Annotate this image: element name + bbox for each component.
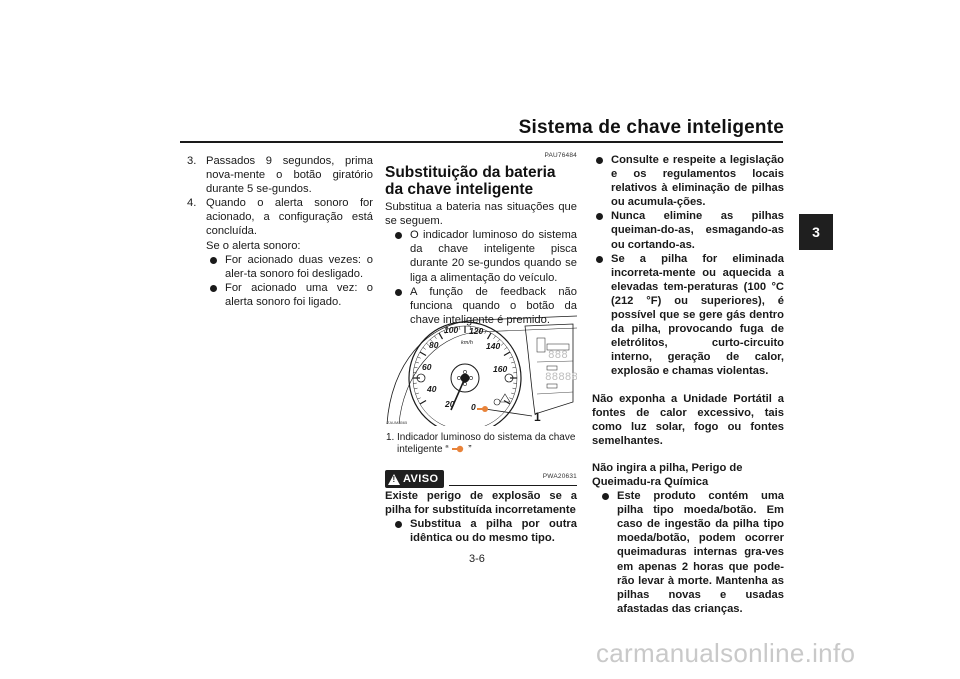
caption-text: Indicador luminoso do sistema da chave inteligente “ — [397, 432, 576, 455]
gauge-tick — [417, 357, 420, 358]
caption-text-end: ” — [468, 444, 472, 455]
section-code: PAU76484 — [544, 152, 577, 159]
gauge-tick — [509, 398, 512, 399]
gauge-tick — [420, 401, 426, 405]
page-title: Sistema de chave inteligente — [518, 117, 784, 138]
gauge-tick — [416, 393, 419, 394]
gauge-tick — [504, 347, 507, 349]
header-rule — [180, 141, 783, 143]
notice-rule — [449, 485, 577, 486]
bullet-item: For acionado uma vez: o alerta sonoro foi ligado. — [206, 281, 373, 309]
notice-heading: Existe perigo de explosão se a pilha for substituída incorretamente — [385, 490, 577, 517]
left-column — [187, 154, 373, 309]
notice-code: PWA20631 — [542, 473, 577, 480]
lcd-digits: 88888 — [545, 372, 577, 384]
item-number: 3. — [187, 155, 197, 167]
gauge-tick — [488, 333, 492, 339]
middle-column — [385, 149, 577, 327]
notice-body — [385, 489, 577, 545]
bullet-item: A função de feedback não funciona quando o botão da chave inteligente é premido. — [391, 285, 577, 327]
gauge-tick — [423, 347, 426, 349]
speed-label: 0 — [471, 402, 476, 412]
gauge-tick — [494, 336, 496, 339]
notice-badge — [385, 470, 444, 490]
bullet-item: Se a pilha for eliminada incorreta-mente ou aquecida a elevadas tem-peraturas (100 °C (212 °F) ou superiores), é possível que se gere gás dentro da pilha, provocando fuga de eletrólitos, curto-circuito interno, geração de calor, explosão e chamas violentas. — [592, 252, 784, 379]
dashboard-figure — [385, 306, 577, 426]
right-column — [592, 153, 784, 616]
list-item — [187, 196, 373, 238]
speed-label: 80 — [429, 340, 439, 350]
bullet-item: Nunca elimine as pilhas queiman-do-as, esmagando-as ou cortando-as. — [592, 209, 784, 251]
gauge-tick — [434, 336, 436, 339]
gauge-tick — [511, 393, 514, 394]
speed-label: 120 — [469, 326, 484, 336]
notice-label: AVISO — [403, 473, 439, 485]
bullet-item: For acionado duas vezes: o aler-ta sonoro foi desligado. — [206, 253, 373, 281]
figure-caption — [386, 432, 578, 456]
gauge-tick — [414, 388, 417, 389]
item-subtext: Se o alerta sonoro: — [206, 239, 301, 252]
speed-label: 160 — [493, 364, 508, 374]
speed-label: 140 — [486, 341, 501, 351]
gauge-tick — [512, 388, 515, 389]
speed-label: 40 — [427, 384, 437, 394]
caption-number: 1. — [386, 432, 395, 443]
bullet-item: Consulte e respeite a legislação e os regulamentos locais relativos à eliminação de pilhas ou acumula-ções. — [592, 153, 784, 209]
callout-number: 1 — [534, 410, 541, 424]
smart-key-indicator-icon — [477, 406, 488, 412]
gauge-tick — [509, 357, 512, 358]
gauge-tick — [485, 330, 486, 333]
list-item — [187, 154, 373, 196]
page-number: 3-6 — [469, 553, 485, 565]
speed-label: 100 — [444, 325, 459, 335]
gauge-tick — [416, 362, 419, 363]
gauge-tick — [439, 333, 443, 339]
warning-icon: ! — [388, 474, 400, 485]
bullet-item: Este produto contém uma pilha tipo moeda/botão. Em caso de ingestão da pilha tipo moeda/botão, podem ocorrer queimaduras internas gra-ves em apenas 2 horas que pode-rão levar à morte. Mantenha as pilhas novas e usadas afastadas das crianças. — [598, 489, 784, 616]
gauge-tick — [501, 343, 504, 345]
bullet-item: O indicador luminoso do sistema da chave inteligente pisca durante 20 se-gundos quando se liga a alimentação do veículo. — [391, 228, 577, 284]
item-text: Passados 9 segundos, prima nova-mente o botão giratório durante 5 se-gundos. — [206, 155, 373, 196]
section-intro: Substitua a bateria nas situações que se seguem. — [385, 201, 577, 228]
chapter-tab: 3 — [799, 214, 833, 250]
gauge-tick — [511, 362, 514, 363]
speedometer-illustration — [385, 306, 577, 426]
gauge-tick — [414, 367, 417, 368]
speed-unit: km/h — [461, 340, 473, 346]
gauge-tick — [512, 367, 515, 368]
bullet-item: Substitua a pilha por outra idêntica ou do mesmo tipo. — [391, 517, 577, 545]
gauge-tick — [504, 352, 510, 356]
item-text: Quando o alerta sonoro for acionado, a configuração está concluída. — [206, 197, 373, 238]
speed-label: 60 — [422, 362, 432, 372]
smart-key-symbol-icon — [451, 444, 465, 454]
figure-code: ZAUM3565 — [387, 420, 408, 425]
gauge-tick — [420, 352, 426, 356]
section-title: Substituição da bateria da chave inteligente — [385, 164, 556, 199]
paragraph-heading: Não ingira a pilha, Perigo de Queimadu-ra Química — [592, 461, 743, 488]
watermark: carmanualsonline.info — [596, 638, 856, 668]
speed-label: 20 — [445, 399, 455, 409]
paragraph: Não exponha a Unidade Portátil a fontes de calor excessivo, tais como luz solar, fogo ou fontes semelhantes. — [592, 392, 784, 447]
item-number: 4. — [187, 197, 197, 210]
gauge-tick — [417, 398, 420, 399]
lcd-digits: 888 — [548, 350, 568, 362]
